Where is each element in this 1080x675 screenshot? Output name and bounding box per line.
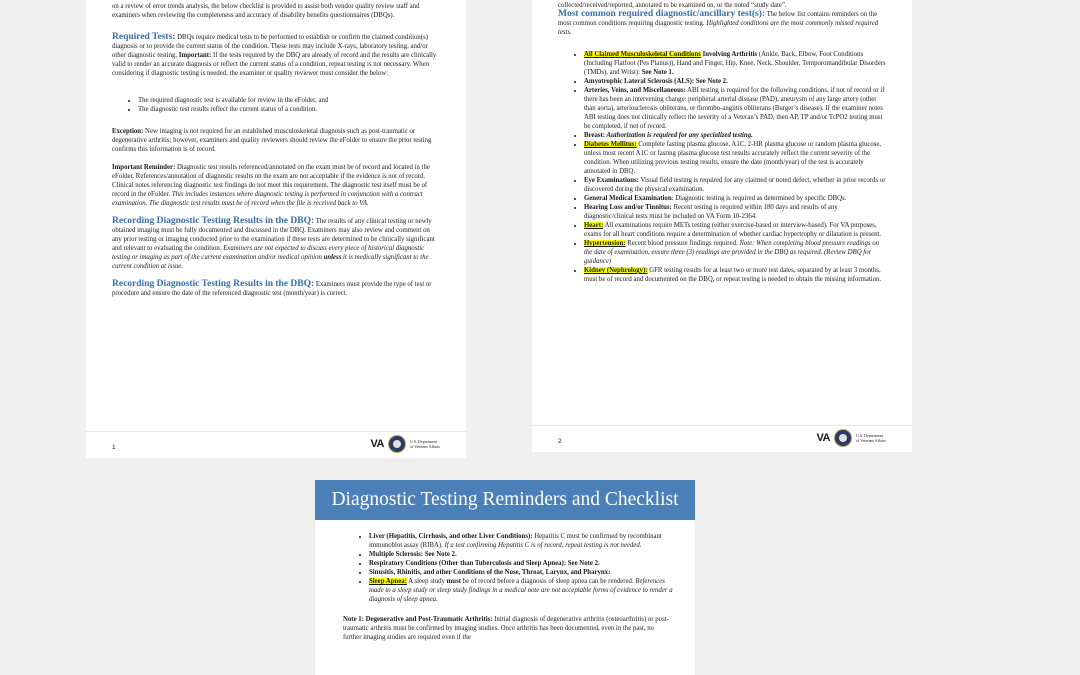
- list-item: • Sleep Apnea: A sleep study must be of record before a diagnosis of sleep apnea can be rendered. References made to a sleep study or sleep study findings in a medical note are not acceptable forms of evidence to render a diagnosis of sleep apnea.: [369, 577, 673, 604]
- page-footer: [86, 431, 466, 458]
- page-footer: [532, 425, 912, 452]
- document-title-banner: Diagnostic Testing Reminders and Checklist: [315, 480, 695, 520]
- list-item: • Eye Examinations: Visual field testing is required for any claimed or noted defect, whether in prior records or discovered during the physical examination.: [584, 176, 888, 194]
- common-tests-paragraph: Most common required diagnostic/ancillary test(s): The below list contains reminders on the most common conditions requiring diagnostic testing. Highlighted conditions are the most commonly missed required tests.: [558, 9, 879, 36]
- note-1-paragraph: Note 1: Degenerative and Post-Traumatic Arthritis: Initial diagnosis of degenerative arthritis (osteoarthritis) or post-traumatic arthritis must be confirmed by imaging studies. Once arthritis has been documented, even in the past, no further imaging studies are required even if the: [343, 616, 669, 641]
- list-item: • Arteries, Veins, and Miscellaneous: ABI testing is required for the following conditions, if not of record or if there has been an intervening change: peripheral arterial disease (PAD), aneurysm of any large artery (other than aorta), arteriosclerosis obliterans, or thrombo-angiitis obliterans (Burger’s disease). If the examiner notes ABI testing does not clinically reflect the severity of a Veteran’s PAD, then AP, TP and/or TcPO2 testing must be completed, if not of record.: [584, 86, 888, 131]
- recording-heading-2: Recording Diagnostic Testing Results in the DBQ:: [112, 279, 315, 289]
- list-item: • Breast: Authorization is required for any specialized testing.: [584, 131, 888, 140]
- document-page-3: [315, 480, 695, 675]
- list-item: • Heart: All examinations require METs testing (either exercise-based or interview-based). For VA purposes, exams for all heart conditions require a determination of whether cardiac hypertrophy or dilatation is present.: [584, 221, 888, 239]
- required-tests-heading: Required Tests:: [112, 32, 176, 42]
- va-logo: [370, 435, 440, 453]
- list-item: • Respiratory Conditions (Other than Tuberculosis and Sleep Apnea): See Note 2.: [369, 559, 673, 568]
- recording-results-paragraph-1: Recording Diagnostic Testing Results in the DBQ: The results of any clinical testing or newly obtained imaging must be fully documented and discussed in the DBQ. Examiners may also review and comment on any prior testing or imaging conducted prior to the examination if these tests are determined to be clinically significant and relevant to evaluating the condition. Examiners are not expected to discuss every piece of historical diagnostic testing or imaging as part of the current examination and/or medical opinion unless it is medically significant to the current condition at issue.: [112, 216, 435, 270]
- condition-list-continued: [343, 532, 673, 604]
- list-item: • Diabetes Mellitus: Complete fasting plasma glucose, A1C, 2-HR plasma glucose or random plasma glucose, unless most recent A1C or fasting plasma glucose test results accurately reflect the current severity of the condition. When utilizing previous testing results, ensure the date (month/year) of the test is accurately annotated in DBQ.: [584, 140, 888, 176]
- list-item: • Amyotrophic Lateral Sclerosis (ALS): See Note 2.: [584, 77, 888, 86]
- va-logo: [816, 429, 886, 447]
- common-tests-heading: Most common required diagnostic/ancillary test(s):: [558, 9, 766, 19]
- list-item: • Kidney (Nephrology): GFR testing results for at least two or more test dates, separated by at least 3 months, must be of record and documented on the DBQ, or repeat testing is needed to obtain the missing information.: [584, 266, 888, 284]
- exception-paragraph: Exception: New imaging is not required for an established musculoskeletal diagnosis such as post-traumatic or degenerative arthritis; however, examiners and quality reviewers should review the eFolder to ensure the prior testing confirms this information is of record.: [112, 128, 432, 153]
- va-seal-icon: [388, 435, 406, 453]
- document-page-1: [86, 0, 466, 458]
- recording-heading-1: Recording Diagnostic Testing Results in the DBQ:: [112, 216, 315, 226]
- condition-list: [558, 50, 888, 284]
- list-item: • The required diagnostic test is available for review in the eFolder, and: [138, 96, 440, 105]
- list-item: • The diagnostic test results reflect the current status of a condition.: [138, 105, 440, 114]
- list-item: • General Medical Examination: Diagnostic testing is required as determined by specific DBQs.: [584, 194, 888, 203]
- intro-paragraph: on a review of error trends analysis, the below checklist is provided to assist both vendor quality review staff and examiners when reviewing the completeness and accuracy of disability benefits questionnaires (DBQs).: [112, 3, 420, 19]
- list-item: • Hypertension: Recent blood pressure findings required. Note: When completing blood pressure readings on the date of examination, ensure three (3) readings are provided in the DBQ as required. (Review DBQ for guidance): [584, 239, 888, 266]
- department-name: U.S. Department of Veterans Affairs: [409, 439, 440, 449]
- department-name: U.S. Department of Veterans Affairs: [855, 433, 886, 443]
- va-wordmark: VA: [816, 432, 830, 444]
- required-tests-paragraph: Required Tests: DBQs require medical tests to be performed to establish or confirm the claimed condition(s) diagnosis or to provide the current status of the condition. These tests may include X-rays, laboratory testing, and/or other diagnostic testing. Important: If the tests required by the DBQ are already of record and the results are clinically valid to render an accurate diagnosis or reflect the current status of a condition, repeat testing is not necessary. When considering if diagnostic testing is needed, the examiner or quality reviewer must consider the below:: [112, 32, 437, 77]
- important-reminder-paragraph: Important Reminder: Diagnostic test results referenced/annotated on the exam must be of record and located in the eFolder. References/annotation of diagnostic results on the exam are not acceptable if the evidence is not of record. Clinical notes referencing diagnostic test findings do not meet this requirement. The diagnostic test itself must be of record in the eFolder. This includes instances where diagnostic testing is performed in conjunction with a contract examination. The diagnostic test results must be of record when the file is received back to VA.: [112, 164, 430, 207]
- va-seal-icon: [834, 429, 852, 447]
- page-number: 1: [112, 444, 116, 451]
- list-item: • All Claimed Musculoskeletal Conditions Involving Arthritis (Ankle, Back, Elbow, Foot Conditions (Including Flatfoot (Pes Planus)), Hand and Finger, Hip, Knee, Neck, Shoulder, Temporomandibular Disorders (TMDs), and Wrist): See Note 1.: [584, 50, 888, 77]
- list-item: • Liver (Hepatitis, Cirrhosis, and other Liver Conditions): Hepatitis C must be confirmed by recombinant immunoblot assay (RIBA). If a test confirming Hepatitis C is of record, repeat testing is not needed.: [369, 532, 673, 550]
- va-wordmark: VA: [370, 438, 384, 450]
- list-item: • Sinusitis, Rhinitis, and other Conditions of the Nose, Throat, Larynx, and Pharynx:: [369, 568, 673, 577]
- list-item: • Hearing Loss and/or Tinnitus: Recent testing is required within 180 days and results of any diagnostic/clinical tests must be included on VA Form 10-2364.: [584, 203, 888, 221]
- page-number: 2: [558, 438, 562, 445]
- required-test-bullets: [112, 96, 440, 114]
- continued-line: collected/received/reported, annotated to be examined on, or the noted “study date”.: [558, 2, 787, 9]
- recording-results-paragraph-2: Recording Diagnostic Testing Results in the DBQ: Examiners must provide the type of test or procedure and ensure the date of the referenced diagnostic test (month/year) is correct.: [112, 279, 432, 297]
- page-3-body: [343, 532, 673, 642]
- list-item: • Multiple Sclerosis: See Note 2.: [369, 550, 673, 559]
- document-page-2: [532, 0, 912, 452]
